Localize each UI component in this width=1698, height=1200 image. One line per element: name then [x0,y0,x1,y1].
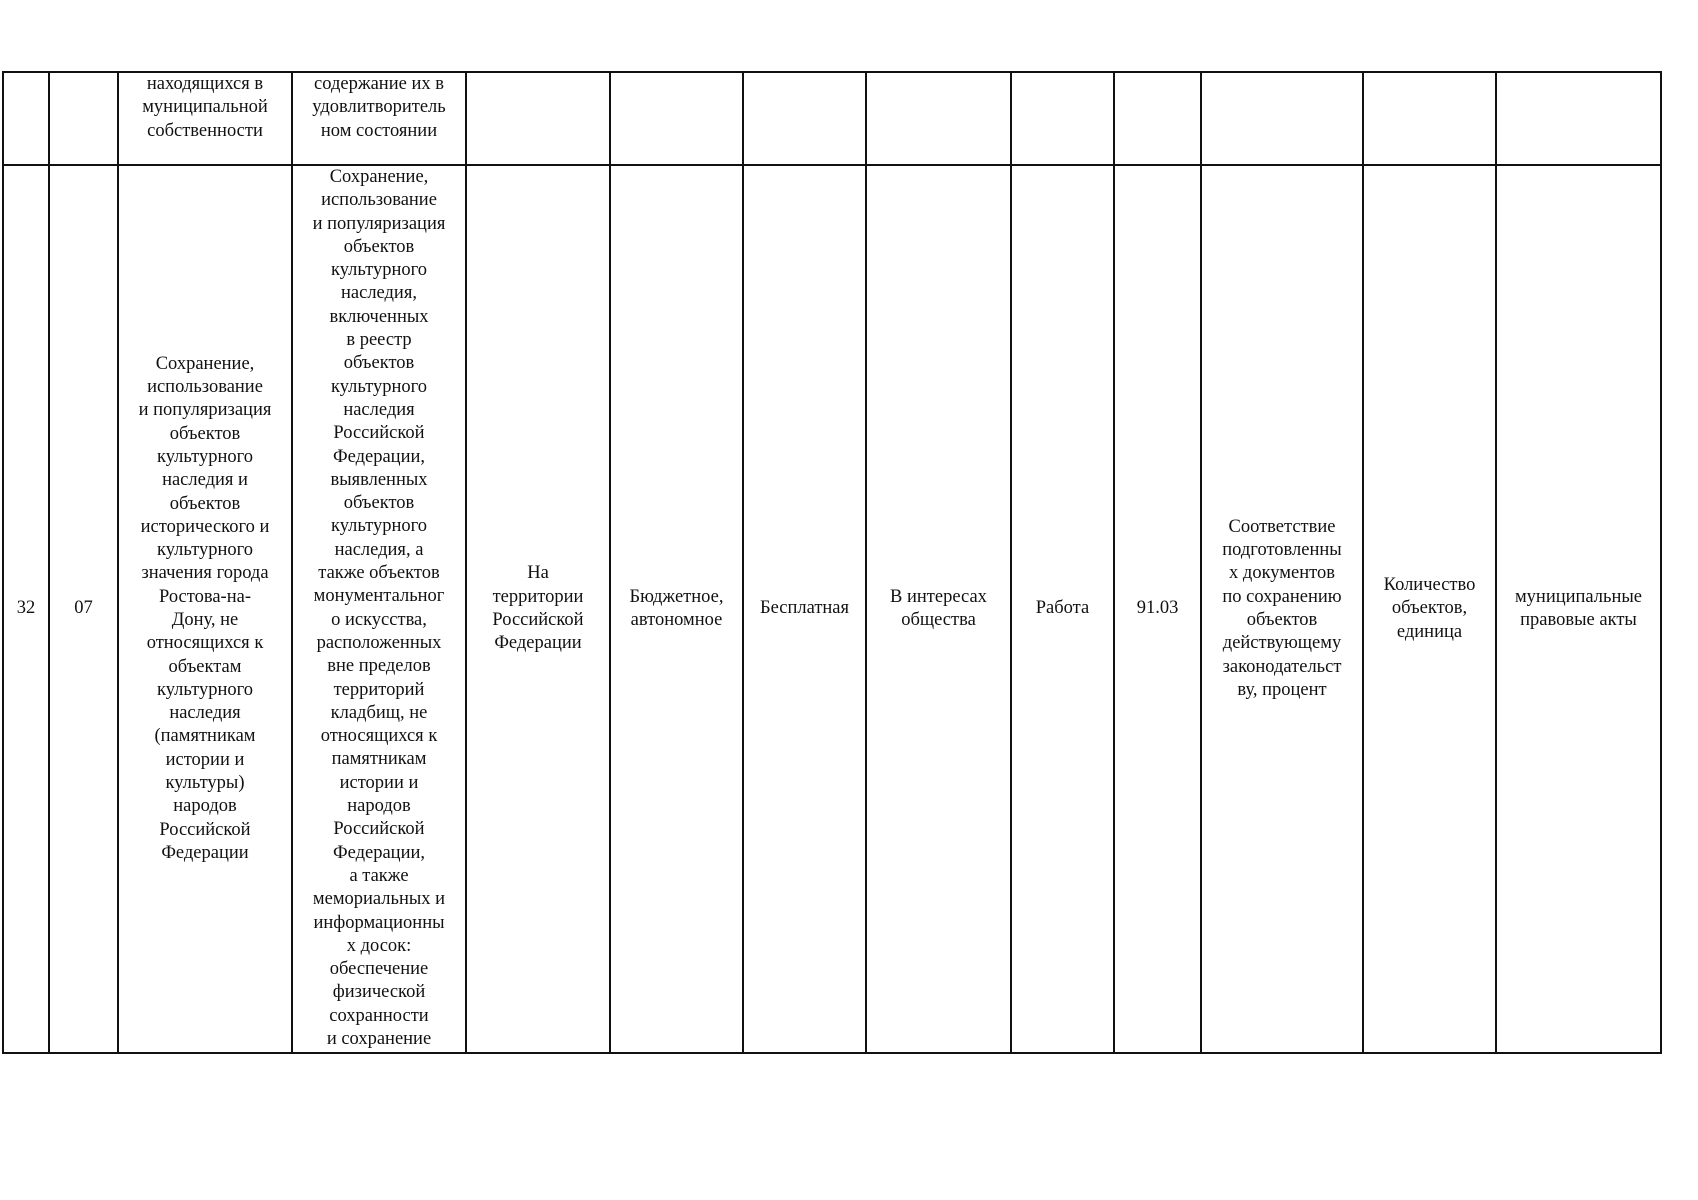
cell-institution-type: Бюджетное, автономное [610,165,743,1053]
cell-code [49,72,118,165]
cell-institution-type [610,72,743,165]
cell-service-name: находящихся в муниципальной собственности [118,72,292,165]
cell-code: 07 [49,165,118,1053]
document-table [2,71,1662,1054]
cell-quality-indicator: Соответствие подготовленны х документов по сохранению объектов действующему законодательст ву, процент [1201,165,1363,1053]
cell-territory: На территории Российской Федерации [466,165,610,1053]
cell-payment [743,72,866,165]
cell-consumers [866,72,1011,165]
cell-service-name: Сохранение, использование и популяризация объектов культурного наследия и объектов исторического и культурного значения города Ростова-на- Дону, не относящихся к объектам культурного наследия (памятникам истории и культуры) народов Российской Федерации [118,165,292,1053]
table-row-32 [3,165,1661,1053]
cell-territory [466,72,610,165]
cell-volume-indicator: Количество объектов, единица [1363,165,1496,1053]
cell-work-content: Сохранение, использование и популяризация объектов культурного наследия, включенных в реестр объектов культурного наследия Российской Федерации, выявленных объектов культурного наследия, а также объектов монументальног о искусства, расположенных вне пределов территорий кладбищ, не относящихся к памятникам истории и народов Российской Федерации, а также мемориальных и информационны х досок: обеспечение физической сохранности и сохранение [292,165,466,1053]
cell-okved: 91.03 [1114,165,1201,1053]
cell-number [3,72,49,165]
cell-number: 32 [3,165,49,1053]
cell-volume-indicator [1363,72,1496,165]
cell-consumers: В интересах общества [866,165,1011,1053]
cell-payment: Бесплатная [743,165,866,1053]
cell-legal-basis [1496,72,1661,165]
cell-quality-indicator [1201,72,1363,165]
table-row-continuation [3,72,1661,165]
cell-type [1011,72,1114,165]
cell-type: Работа [1011,165,1114,1053]
cell-legal-basis: муниципальные правовые акты [1496,165,1661,1053]
cell-okved [1114,72,1201,165]
cell-work-content: содержание их в удовлитворитель ном состоянии [292,72,466,165]
